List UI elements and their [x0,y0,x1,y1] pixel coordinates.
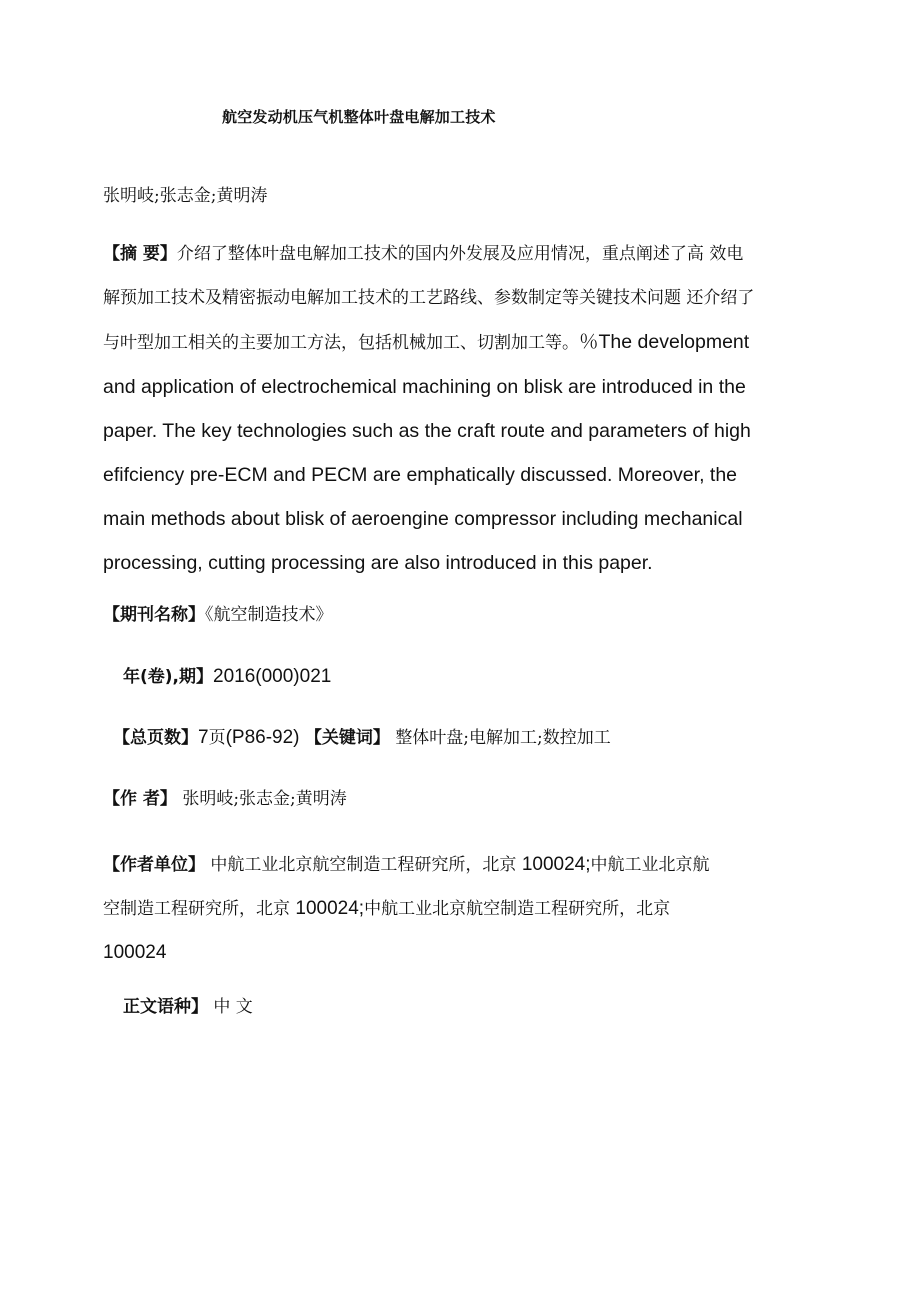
pages-count: 7 [198,727,209,748]
year-volume-issue-value: 2016(000)021 [213,666,332,687]
abstract-en-text-1: The development [598,331,750,353]
pages-label: 【总页数】 [113,728,198,748]
abstract-en-text-4: efifciency pre-ECM and PECM are emphatically discussed. Moreover, the [103,464,738,486]
journal-field [103,600,333,625]
keywords-label: 【关键词】 [304,728,390,748]
affiliation-postcode-3: 100024 [103,942,167,963]
journal-value: 《航空制造技术》 [205,605,333,625]
affiliation-postcode-1: 100024; [521,854,591,875]
authors-value: 张明岐;张志金;黄明涛 [182,789,347,809]
pages-unit: 页 [208,728,226,748]
language-value: 中 文 [213,997,253,1017]
abstract-line-2 [103,276,823,320]
affiliation-text-1b: 中航工业北京航 [590,855,710,875]
abstract-line-1 [103,232,823,276]
abstract-block [103,232,823,585]
pages-range: (P86-92) [225,727,300,748]
abstract-cn-text-1: 介绍了整体叶盘电解加工技术的国内外发展及应用情况，重点阐述了高 效电 [176,244,744,264]
abstract-separator: ％ [579,331,599,353]
keywords-value: 整体叶盘;电解加工;数控加工 [395,728,611,748]
authors-field [103,784,347,809]
language-label: 正文语种】 [123,997,208,1017]
abstract-cn-text-3: 与叶型加工相关的主要加工方法，包括机械加工、切割加工等。 [103,333,579,353]
year-volume-issue-label: 年(卷),期】 [123,667,213,687]
year-volume-issue-field [123,662,331,688]
affiliation-label: 【作者单位】 [103,855,205,875]
affiliation-text-2b: 中航工业北京航空制造工程研究所，北京 [364,899,671,919]
pages-keywords-field [113,723,611,749]
affiliation-postcode-2: 100024; [295,898,365,919]
affiliation-line-2 [103,887,823,931]
author-list: 张明岐;张志金;黄明涛 [103,186,268,206]
abstract-en-text-6: processing, cutting processing are also introduced in this paper. [103,552,653,574]
abstract-cn-text-2: 解预加工技术及精密振动电解加工技术的工艺路线、参数制定等关键技术问题 还介绍了 [103,288,755,308]
abstract-en-text-2: and application of electrochemical machining on blisk are introduced in the [103,376,746,398]
affiliation-line-1 [103,843,823,887]
authors-label: 【作 者】 [103,789,177,809]
abstract-en-text-5: main methods about blisk of aeroengine compressor including mechanical [103,508,743,530]
abstract-line-3 [103,320,823,365]
affiliation-text-1a: 中航工业北京航空制造工程研究所，北京 [210,855,517,875]
affiliation-field [103,843,823,975]
abstract-label: 【摘 要】 [103,244,177,264]
journal-label: 【期刊名称】 [103,605,205,625]
affiliation-text-2a: 空制造工程研究所，北京 [103,899,290,919]
language-field [123,992,253,1017]
paper-title: 航空发动机压气机整体叶盘电解加工技术 [222,108,496,126]
abstract-en-text-3: paper. The key technologies such as the craft route and parameters of high [103,420,751,442]
